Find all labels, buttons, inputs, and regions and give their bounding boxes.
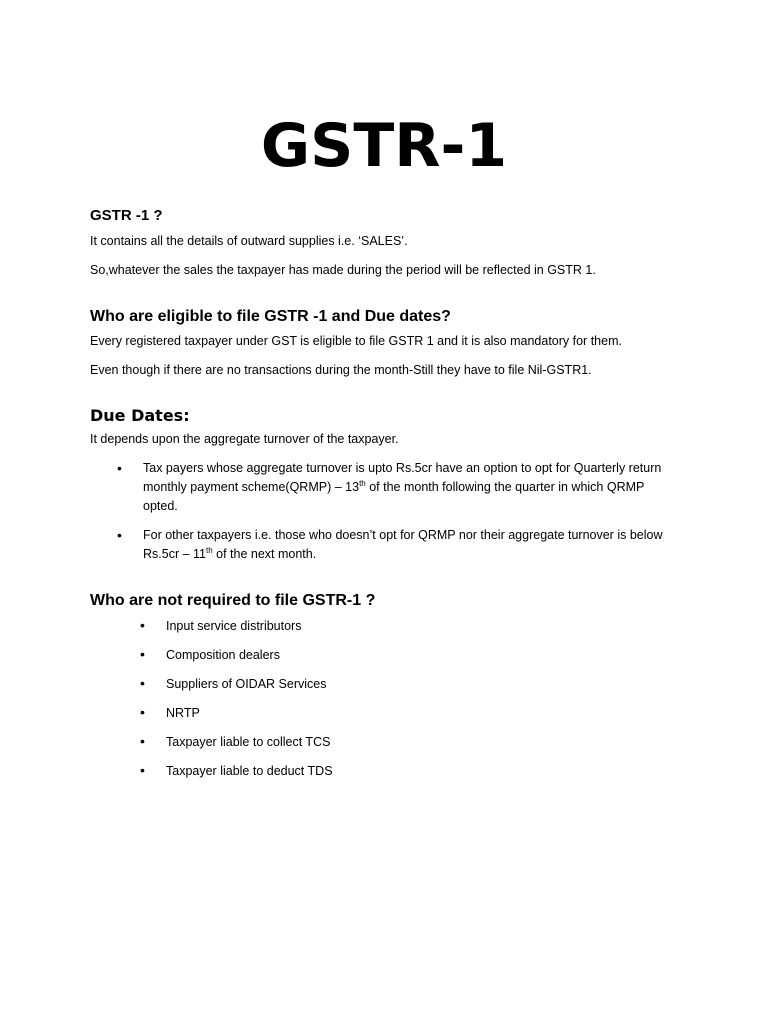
list-item xyxy=(140,732,330,752)
superscript: th xyxy=(359,478,366,488)
list-item xyxy=(140,761,333,781)
bullet-icon: • xyxy=(140,704,145,720)
bullet-icon: • xyxy=(140,646,145,662)
list-item-label: Input service distributors xyxy=(166,619,302,633)
list-item-label: Suppliers of OIDAR Services xyxy=(166,677,327,691)
section-heading-not-required: Who are not required to file GSTR-1 ? xyxy=(90,592,376,609)
superscript: th xyxy=(206,545,213,555)
list-item-text xyxy=(143,526,683,564)
bullet-icon: • xyxy=(140,762,145,778)
bullet-icon: • xyxy=(117,460,122,476)
bullet-icon: • xyxy=(117,527,122,543)
paragraph-nil-gstr1: Even though if there are no transactions during the month-Still they have to file Nil-GSTR1. xyxy=(90,363,592,377)
list-item-label: Taxpayer liable to collect TCS xyxy=(166,735,331,749)
text-fragment: monthly payment scheme(QRMP) – 13 xyxy=(143,480,360,494)
list-item-label: Taxpayer liable to deduct TDS xyxy=(166,764,333,778)
list-item-line xyxy=(143,478,683,497)
bullet-icon: • xyxy=(140,675,145,691)
document-title: GSTR-1 xyxy=(260,111,508,181)
list-item xyxy=(140,645,280,665)
list-item-line: Tax payers whose aggregate turnover is upto Rs.5cr have an option to opt for Quarterly return xyxy=(143,461,662,475)
list-item-line xyxy=(143,545,683,564)
list-item xyxy=(140,616,301,636)
paragraph-aggregate-turnover: It depends upon the aggregate turnover of the taxpayer. xyxy=(90,432,399,446)
paragraph-registered-taxpayer: Every registered taxpayer under GST is eligible to file GSTR 1 and it is also mandatory for them. xyxy=(90,334,622,348)
list-item-line: opted. xyxy=(143,499,178,513)
section-heading-eligibility: Who are eligible to file GSTR -1 and Due dates? xyxy=(90,308,451,325)
list-item xyxy=(140,703,200,723)
list-item-line: For other taxpayers i.e. those who doesn’t opt for QRMP nor their aggregate turnover is below xyxy=(143,528,663,542)
paragraph-sales-reflected: So,whatever the sales the taxpayer has made during the period will be reflected in GSTR 1. xyxy=(90,263,596,277)
list-item-label: Composition dealers xyxy=(166,648,280,662)
text-fragment: of the month following the quarter in which QRMP xyxy=(365,480,645,494)
paragraph-outward-supplies: It contains all the details of outward supplies i.e. ‘SALES’. xyxy=(90,234,408,248)
list-item-label: NRTP xyxy=(166,706,200,720)
text-fragment: of the next month. xyxy=(212,547,317,561)
bullet-icon: • xyxy=(140,733,145,749)
text-fragment: Rs.5cr – 11 xyxy=(143,547,206,561)
section-heading-due-dates: Due Dates: xyxy=(90,406,190,425)
list-item-text xyxy=(143,459,683,516)
section-heading-gstr1: GSTR -1 ? xyxy=(90,207,163,224)
list-item xyxy=(140,674,326,694)
bullet-icon: • xyxy=(140,617,145,633)
